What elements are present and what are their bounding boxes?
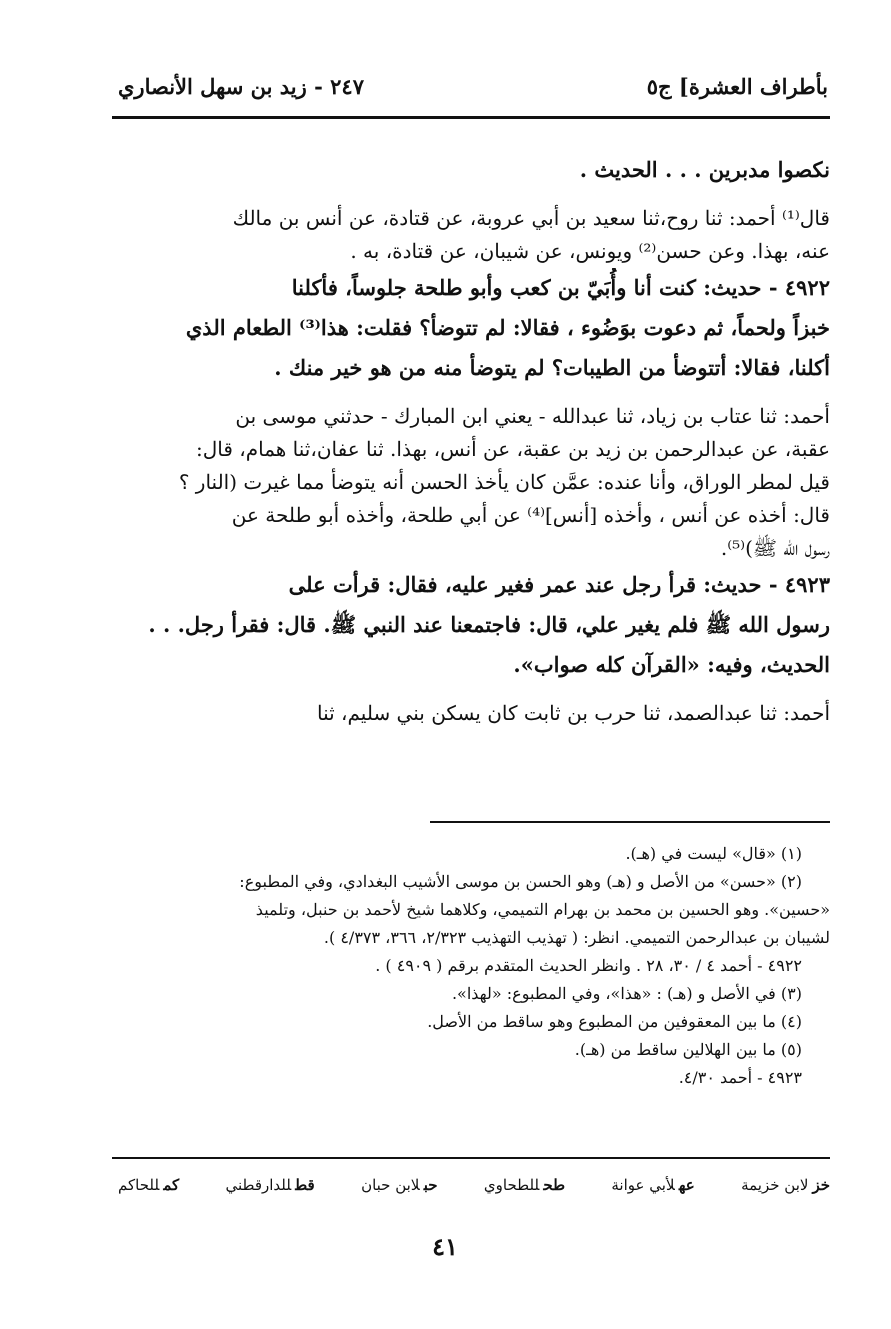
abbreviation-name: لأبي عوانة (611, 1176, 675, 1194)
abbreviation-item (611, 1176, 694, 1194)
abbreviation-name: للدارقطني (225, 1176, 292, 1194)
text-line: عنه، بهذا. وعن حسن⁽²⁾ ويونس، عن شيبان، عن قتادة، به . (350, 239, 830, 263)
footnote-line: (٥) ما بين الهلالين ساقط من (هـ). (574, 1040, 802, 1059)
abbreviation-code: قط (295, 1176, 315, 1194)
abbreviation-name: لابن حبان (361, 1176, 420, 1194)
abbreviation-item (226, 1176, 315, 1194)
text-line: رسول الله ﷺ فلم يغير علي، قال: فاجتمعنا عند النبي ﷺ. قال: فقرأ رجل. . . (148, 612, 830, 637)
main-text (118, 150, 830, 730)
abbreviations-key (118, 1170, 830, 1200)
footnote-line: (٤) ما بين المعقوفين من المطبوع وهو ساقط من الأصل. (427, 1012, 802, 1031)
abbreviation-item (741, 1176, 830, 1194)
abbreviation-code: كم (163, 1176, 180, 1194)
text-line: رسول الله ﷺ)⁽⁵⁾. (720, 536, 830, 560)
text-line: قال: أخذه عن أنس ، وأخذه [أنس]⁽⁴⁾ عن أبي طلحة، وأخذه أبو طلحة عن (231, 503, 830, 527)
text-line: ٤٩٢٢ - حديث: كنت أنا وأُبَيّ بن كعب وأبو طلحة جلوساً، فأكلنا (291, 275, 830, 300)
text-line: نكصوا مدبرين . . . الحديث . (579, 157, 830, 182)
abbreviation-code: طح (543, 1176, 566, 1194)
footnote-line: لشيبان بن عبدالرحمن التميمي. انظر: ( تهذيب التهذيب ٢/٣٢٣، ٣٦٦، ٤/٣٧٣ ). (323, 928, 830, 947)
text-line: أكلنا، فقالا: أتتوضأ من الطيبات؟ لم يتوضأ منه من هو خير منك . (274, 355, 830, 380)
text-line: قال⁽¹⁾ أحمد: ثنا روح،ثنا سعيد بن أبي عروبة، عن قتادة، عن أنس بن مالك (232, 206, 830, 230)
abbreviation-code: عه (678, 1176, 695, 1194)
text-line: ٤٩٢٣ - حديث: قرأ رجل عند عمر فغير عليه، فقال: قرأت على (288, 572, 830, 597)
footnote-line: ٤٩٢٢ - أحمد ٤ / ٣٠، ٢٨ . وانظر الحديث المتقدم برقم ( ٤٩٠٩ ) . (375, 956, 802, 975)
header-divider (112, 116, 830, 119)
bottom-divider (112, 1157, 830, 1159)
abbreviation-code: خز (812, 1176, 830, 1194)
running-header (118, 62, 828, 110)
text-line: عقبة، عن عبدالرحمن بن زيد بن عقبة، عن أنس، بهذا. ثنا عفان،ثنا همام، قال: (195, 437, 830, 461)
abbreviation-name: لابن خزيمة (741, 1176, 809, 1194)
abbreviation-item (484, 1176, 565, 1194)
footnote-line: (١) «قال» ليست في (هـ). (625, 844, 802, 863)
abbreviation-code: حب (423, 1176, 438, 1194)
footnote-line: ٤٩٢٣ - أحمد ٤/٣٠. (678, 1068, 802, 1087)
text-line: أحمد: ثنا عبدالصمد، ثنا حرب بن ثابت كان يسكن بني سليم، ثنا (316, 701, 830, 725)
footnote-line: (٣) في الأصل و (هـ) : «هذا»، وفي المطبوع: «لهذا». (451, 984, 802, 1003)
footnote-divider (430, 821, 830, 823)
section-title: ٢٤٧ - زيد بن سهل الأنصاري (118, 73, 364, 99)
abbreviation-item (361, 1176, 438, 1194)
footnotes (118, 840, 830, 1092)
text-line: الحديث، وفيه: «القرآن كله صواب». (513, 652, 830, 677)
footnote-line: (٢) «حسن» من الأصل و (هـ) وهو الحسن بن موسى الأشيب البغدادي، وفي المطبوع: (239, 872, 802, 891)
footnote-line: «حسين». وهو الحسين بن محمد بن بهرام التميمي، وكلاهما شيخ لأحمد بن حنبل، وتلميذ (255, 900, 830, 919)
book-title: بأطراف العشرة] ج٥ (646, 73, 828, 99)
text-line: أحمد: ثنا عتاب بن زياد، ثنا عبدالله - يعني ابن المبارك - حدثني موسى بن (235, 404, 830, 428)
text-line: قيل لمطر الوراق، وأنا عنده: عمَّن كان يأخذ الحسن أنه يتوضأ مما غيرت (النار ؟ (178, 470, 830, 494)
text-line: خبزاً ولحماً، ثم دعوت بوَضُوء ، فقالا: لم تتوضأ؟ فقلت: هذا⁽³⁾ الطعام الذي (185, 315, 830, 340)
page-number: ٤١ (432, 1232, 458, 1261)
abbreviation-name: للطحاوي (483, 1176, 540, 1194)
abbreviation-name: للحاكم (118, 1176, 160, 1194)
abbreviation-item (118, 1176, 179, 1194)
